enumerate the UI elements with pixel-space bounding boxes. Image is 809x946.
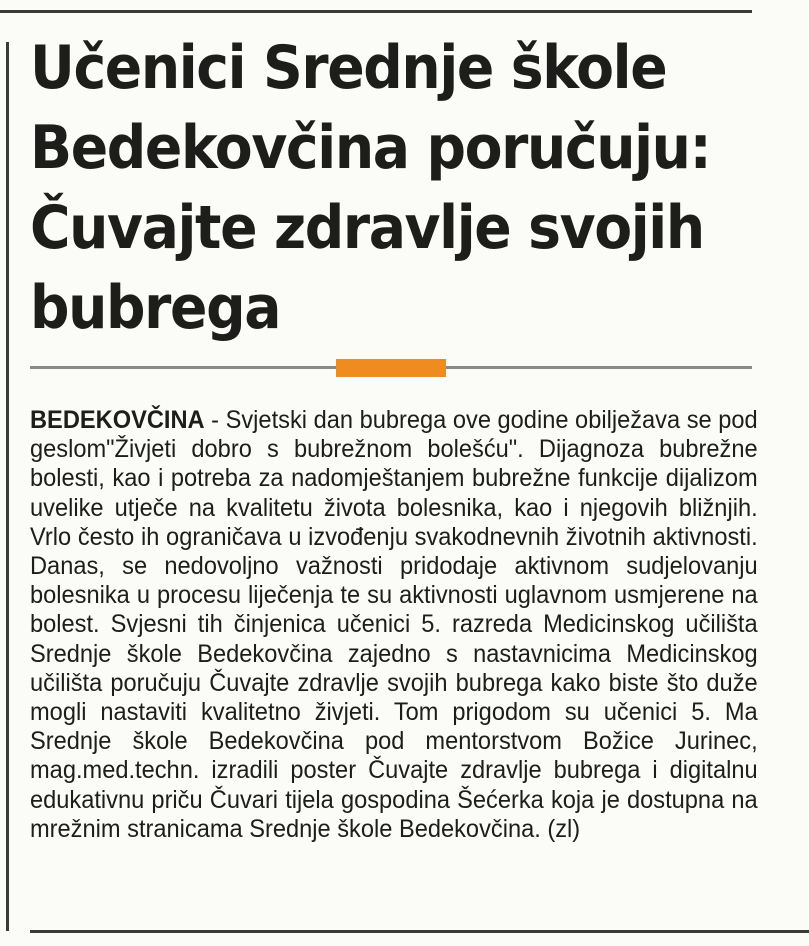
article-body-text: - Svjetski dan bubrega ove godine obilježava se pod geslom"Živjeti dobro s bubrežnom bolešću". Dijagnoza bubrežne bolesti, kao i potreba za nadomještanjem bubrežne funkcije dijalizom uvelike utječe na kvalitetu života bolesnika, kao i njegovih bližnjih. Vrlo često ih ograničava u izvođenju svakodnevnih životnih aktivnosti. Danas, se nedovoljno važnosti pridodaje aktivnom sudjelovanju bolesnika u procesu liječenja te su aktivnosti uglavnom usmjerene na bolest. Svjesni tih činjenica učenici 5. razreda Medicinskog učilišta Srednje škole Bedekovčina zajedno s nastavnicima Medicinskog učilišta poručuju Čuvajte zdravlje svojih bubrega kako biste što duže mogli nastaviti kvalitetno živjeti. Tom prigodom su učenici 5. Ma Srednje škole Bedekovčina pod mentorstvom Božice Jurinec, mag.med.techn. izradili poster Čuvajte zdravlje bubrega i digitalnu edukativnu priču Čuvari tijela gospodina Šećerka koja je dostupna na mrežnim stranicama Srednje škole Bedekovčina. (zl) <box>30 406 758 843</box>
left-border-rule <box>6 42 9 931</box>
divider-accent-bar <box>336 359 446 377</box>
article-dateline: BEDEKOVČINA <box>30 406 205 434</box>
bottom-border-rule <box>30 930 809 933</box>
article-headline: Učenici Srednje škole Bedekovčina poručuju: Čuvajte zdravlje svojih bubrega <box>30 33 711 343</box>
top-border-rule <box>0 10 752 13</box>
article-body <box>30 406 758 844</box>
